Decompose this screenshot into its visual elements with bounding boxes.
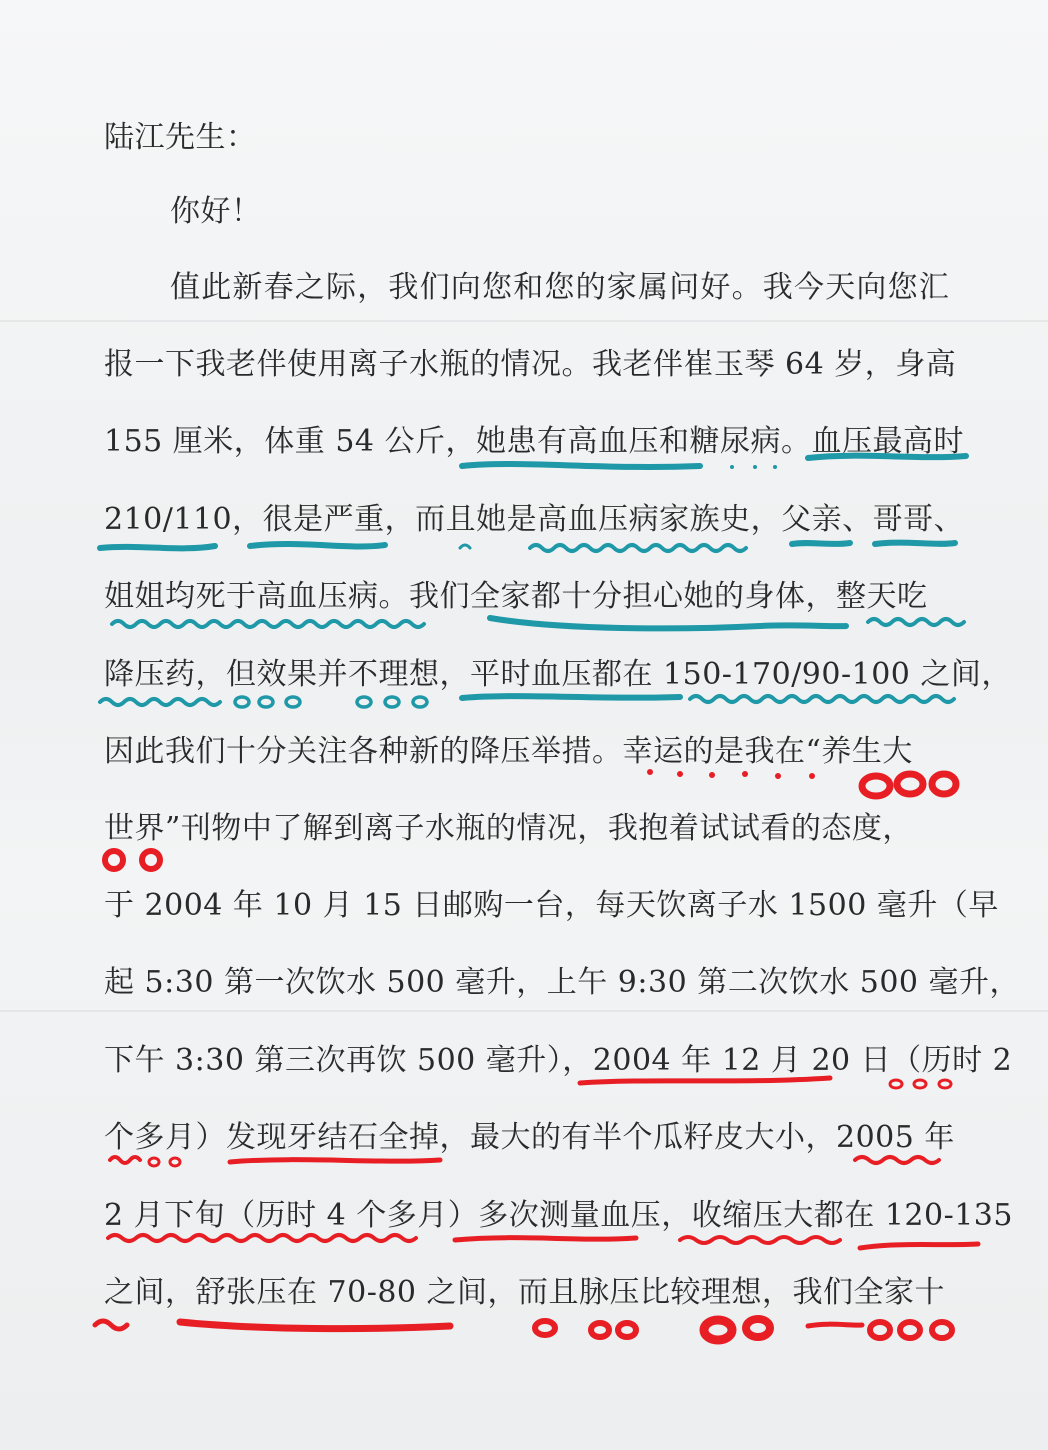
- red-circle: [170, 1158, 180, 1166]
- red-wave: [680, 1237, 840, 1243]
- red-circle: [746, 1319, 770, 1337]
- red-circle: [897, 774, 923, 794]
- salutation: 陆江先生：: [104, 120, 257, 155]
- paper-fold: [0, 1010, 1048, 1012]
- teal-wave: [460, 545, 470, 548]
- red-circle: [105, 851, 123, 869]
- red-circle: [149, 1158, 159, 1166]
- teal-wave: [100, 699, 220, 705]
- teal-circle: [385, 697, 399, 707]
- teal-circle: [357, 697, 371, 707]
- red-circle: [618, 1323, 636, 1337]
- red-circle: [870, 1322, 890, 1338]
- letter-line-3: 155 厘米，体重 54 公斤，她患有高血压和糖尿病。血压最高时: [104, 424, 965, 459]
- letter-line-2: 报一下我老伴使用离子水瓶的情况。我老伴崔玉琴 64 岁，身高: [104, 347, 957, 382]
- teal-circle: [259, 697, 273, 707]
- red-circle: [535, 1321, 555, 1335]
- letter-line-5: 姐姐均死于高血压病。我们全家都十分担心她的身体，整天吃: [104, 579, 928, 614]
- teal-wave: [112, 621, 424, 627]
- teal-underline: [100, 546, 215, 548]
- teal-circle: [413, 697, 427, 707]
- red-circle: [142, 851, 160, 869]
- teal-wave: [868, 619, 964, 625]
- teal-underline: [792, 543, 850, 544]
- teal-underline: [875, 543, 955, 544]
- teal-underline: [490, 618, 846, 628]
- teal-circle: [235, 697, 249, 707]
- teal-circle: [286, 697, 300, 707]
- greeting: 你好！: [170, 194, 262, 229]
- red-underline: [230, 1160, 440, 1162]
- letter-line-4: 210/110，很是严重，而且她是高血压病家族史，父亲、哥哥、: [104, 502, 965, 537]
- teal-underline: [462, 696, 680, 698]
- red-dot: [809, 773, 815, 779]
- red-underline: [180, 1322, 450, 1329]
- paper-fold: [0, 320, 1048, 322]
- letter-line-7: 因此我们十分关注各种新的降压举措。幸运的是我在“养生大: [104, 734, 913, 769]
- teal-dot: [730, 465, 734, 469]
- red-underline: [455, 1238, 636, 1240]
- letter-line-13: 2 月下旬（历时 4 个多月）多次测量血压，收缩压大都在 120-135: [104, 1198, 1013, 1233]
- teal-wave: [530, 545, 746, 551]
- red-circle: [932, 1322, 952, 1338]
- letter-line-9: 于 2004 年 10 月 15 日邮购一台，每天饮离子水 1500 毫升（早: [104, 888, 999, 923]
- red-circle: [862, 776, 890, 796]
- teal-underline: [462, 464, 700, 467]
- letter-line-14: 之间，舒张压在 70-80 之间，而且脉压比较理想，我们全家十: [104, 1275, 946, 1310]
- red-circle: [704, 1320, 732, 1340]
- letter-line-6: 降压药，但效果并不理想，平时血压都在 150-170/90-100 之间，: [104, 657, 1012, 692]
- red-underline: [808, 1324, 862, 1326]
- red-dot: [775, 773, 781, 779]
- letter-line-12: 个多月）发现牙结石全掉，最大的有半个瓜籽皮大小，2005 年: [104, 1120, 955, 1155]
- teal-dot: [753, 465, 757, 469]
- red-circle: [900, 1322, 920, 1338]
- teal-dot: [773, 465, 777, 469]
- letter-line-10: 起 5:30 第一次饮水 500 毫升，上午 9:30 第二次饮水 500 毫升，: [104, 965, 1021, 1000]
- teal-underline: [250, 544, 385, 546]
- letter-line-1: 值此新春之际，我们向您和您的家属问好。我今天向您汇: [170, 270, 950, 305]
- letter-line-8: 世界”刊物中了解到离子水瓶的情况，我抱着试试看的态度，: [104, 811, 913, 846]
- red-underline: [860, 1244, 978, 1248]
- red-circle: [932, 774, 956, 794]
- red-wave: [95, 1321, 127, 1329]
- letter-line-11: 下午 3:30 第三次再饮 500 毫升），2004 年 12 月 20 日（历时 2: [104, 1043, 1013, 1078]
- red-circle: [591, 1323, 609, 1337]
- teal-wave: [690, 696, 954, 702]
